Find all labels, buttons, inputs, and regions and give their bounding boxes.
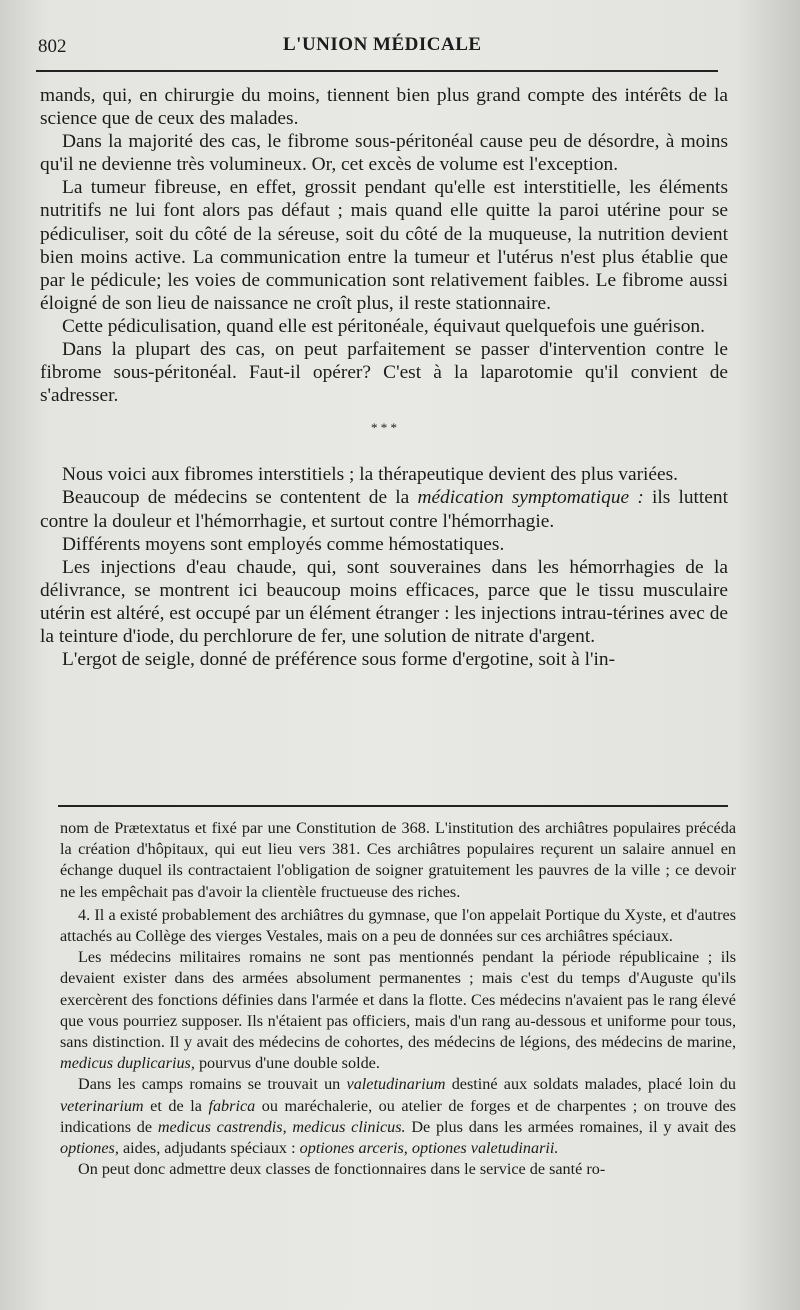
italic-run: veterinarium (60, 1096, 144, 1115)
paragraph: La tumeur fibreuse, en effet, grossit pendant qu'elle est interstitielle, les éléments nutritifs ne lui font alors pas défaut ; mais quand elle quitte la paroi utérine pour se pédiculiser, soit du côté de la séreuse, soit du côté de la muqueuse, la nutrition devient bien moins active. La communication entre la tumeur et l'utérus n'est plus établie que par le pédicule; les voies de communication sont relativement faibles. Le fibrome aussi éloigné de son lieu de naissance ne croît plus, il reste stationnaire. (40, 177, 728, 314)
italic-run: fabrica (208, 1096, 256, 1115)
text-run: Beaucoup de médecins se contentent de la (62, 487, 418, 509)
footnote-continuation: nom de Prætextatus et fixé par une Constitution de 368. L'institution des archiâtres populaires précéda la création d'hôpitaux, qui eut lieu vers 381. Ces archiâtres populaires reçurent un salaire annuel en échange duquel ils contractaient l'obligation de soigner gratuitement les pauvres de la ville ; ce devoir ne les empêchait pas d'avoir la clientèle fructueuse des riches. (60, 819, 736, 901)
paragraph (40, 486, 728, 532)
italic-run: optiones arceris, optiones valetudinarii. (299, 1139, 559, 1158)
text-run: et de la (143, 1096, 209, 1115)
text-run: destiné aux soldats malades, placé loin du (445, 1075, 736, 1094)
text-run: pourvus d'une double solde. (194, 1054, 380, 1073)
main-text (40, 84, 728, 671)
page-header (38, 30, 728, 60)
footnote-paragraph (60, 1074, 736, 1159)
paragraph: L'ergot de seigle, donné de préférence sous forme d'ergotine, soit à l'in- (62, 649, 616, 671)
footnote-rule (58, 805, 728, 807)
italic-run: valetudinarium (346, 1075, 446, 1094)
paragraph: Cette pédiculisation, quand elle est péritonéale, équivaut quelquefois une guérison. (62, 315, 705, 337)
header-rule (36, 70, 718, 72)
paragraph: Nous voici aux fibromes interstitiels ; la thérapeutique devient des plus variées. (62, 464, 679, 486)
text-run: Dans les camps romains se trouvait un (78, 1075, 347, 1094)
paragraph: Dans la majorité des cas, le fibrome sous-péritonéal cause peu de désordre, à moins qu'il ne devienne très volumineux. Or, cet excès de volume est l'exception. (40, 131, 728, 176)
italic-run: médication symptomatique : (417, 487, 644, 509)
footnote-paragraph: On peut donc admettre deux classes de fonctionnaires dans le service de santé ro- (78, 1160, 606, 1179)
paragraph: mands, qui, en chirurgie du moins, tiennent bien plus grand compte des intérêts de la science que de ceux des malades. (40, 85, 728, 130)
footnotes (60, 818, 736, 1180)
footnote-4: 4. Il a existé probablement des archiâtres du gymnase, que l'on appelait Portique du Xyste, et d'autres attachés au Collège des vierges Vestales, mais on a peu de données sur ces archiâtres spéciaux. (60, 905, 736, 946)
text-run: ils luttent contre la douleur et l'hémorrhagie, et surtout contre l'hémorrhagie. (40, 487, 728, 532)
paragraph: Dans la plupart des cas, on peut parfaitement se passer d'intervention contre le fibrome sous-péritonéal. Faut-il opérer? C'est à la laparotomie qu'il convient de s'adresser. (40, 339, 728, 407)
paragraph: Les injections d'eau chaude, qui, sont souveraines dans les hémorrhagies de la délivrance, se montrent ici beaucoup moins efficaces, parce que le tissu musculaire utérin est altéré, est occupé par un élément étranger : les injections intrau-térines avec de la teinture d'iode, du perchlorure de fer, une solution de nitrate d'argent. (40, 556, 728, 647)
section-separator: * * * (371, 420, 397, 436)
italic-run: medicus duplicarius, (60, 1054, 195, 1073)
footnote-paragraph (60, 947, 736, 1074)
text-run: ou maréchalerie, ou atelier de forges et de charpentes ; on trouve des indications de (60, 1096, 736, 1136)
running-title: L'UNION MÉDICALE (283, 34, 482, 55)
italic-run: optiones, (60, 1139, 119, 1158)
text-run: Les médecins militaires romains ne sont pas mentionnés pendant la période républicaine ; ils devaient exister dans des armées absolument permanentes ; mais c'est du temps d'Auguste qu'ils exercèrent des fonctions définies dans l'armée et dans la flotte. Ces médecins n'avaient pas le rang élevé que vous pourriez supposer. Ils n'étaient pas officiers, mais d'un rang au-dessous et uniforme pour tous, sans distinction. Il y avait des médecins de cohortes, des médecins de légions, des médecins de marine, (60, 948, 736, 1052)
text-run: De plus dans les armées romaines, il y avait des (405, 1117, 736, 1136)
page-number: 802 (38, 36, 67, 57)
text-run: aides, adjudants spéciaux : (118, 1139, 300, 1158)
paragraph: Différents moyens sont employés comme hémostatiques. (62, 533, 505, 555)
italic-run: medicus castrendis, medicus clinicus. (157, 1117, 406, 1136)
